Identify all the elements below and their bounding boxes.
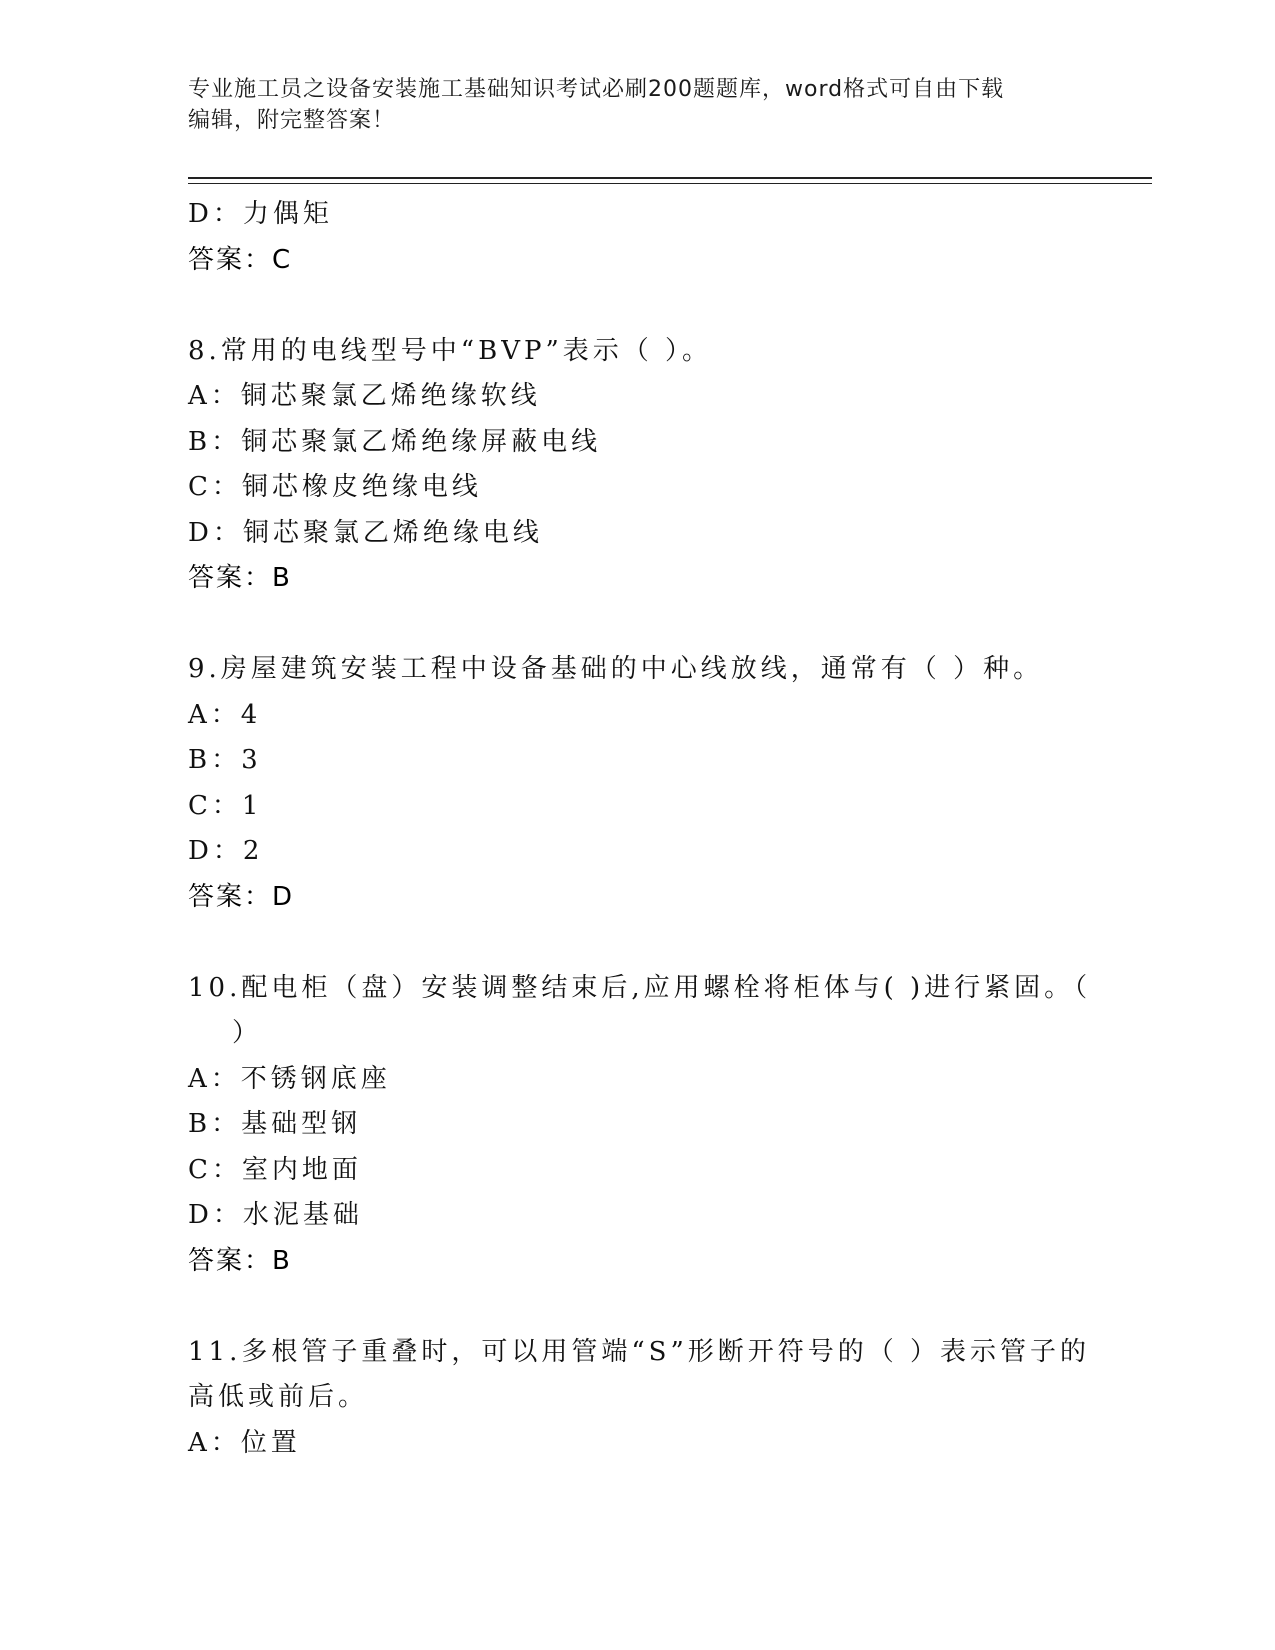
question-stem-line-1: 11.多根管子重叠时，可以用管端“S”形断开符号的（ ）表示管子的 <box>188 1336 1091 1367</box>
option-a: A：铜芯聚氯乙烯绝缘软线 <box>188 381 541 411</box>
option-c: C：铜芯橡皮绝缘电线 <box>188 472 482 502</box>
option-d: D：铜芯聚氯乙烯绝缘电线 <box>188 517 543 548</box>
spacer <box>188 602 1088 648</box>
question-stem-line-2: ） <box>232 1018 263 1048</box>
answer-label: 答案：D <box>188 881 295 912</box>
option-c: C：室内地面 <box>188 1154 362 1185</box>
answer-label: 答案：C <box>188 244 293 275</box>
question-stem: 9.房屋建筑安装工程中设备基础的中心线放线，通常有（ ）种。 <box>188 654 1044 684</box>
question-9 <box>188 647 1088 920</box>
header-divider-thick <box>188 177 1152 179</box>
question-stem-line-1: 10.配电柜（盘）安装调整结束后,应用螺栓将柜体与( )进行紧固。（ <box>188 972 1092 1003</box>
header-divider-thin <box>188 183 1152 184</box>
question-10 <box>188 966 1092 1285</box>
header-title-line-1: 专业施工员之设备安装施工基础知识考试必刷200题题库，word格式可自由下载 <box>188 77 1005 102</box>
answer-label: 答案：B <box>188 1245 292 1276</box>
question-11 <box>188 1330 1091 1467</box>
question-list <box>188 192 1092 1466</box>
option-a: A：位置 <box>188 1427 301 1458</box>
spacer <box>188 283 1088 329</box>
question-7 <box>188 192 1088 283</box>
document-header <box>188 74 1068 136</box>
option-b: B：基础型钢 <box>188 1109 362 1139</box>
option-b: B：铜芯聚氯乙烯绝缘屏蔽电线 <box>188 426 602 457</box>
option-c: C：1 <box>188 790 263 821</box>
option-b: B：3 <box>188 745 262 775</box>
spacer <box>188 920 1088 966</box>
header-title-line-2: 编辑，附完整答案！ <box>188 108 396 133</box>
option-a: A：不锈钢底座 <box>188 1063 391 1094</box>
question-8 <box>188 329 1088 602</box>
spacer <box>188 1284 1088 1330</box>
option-d: D：2 <box>188 836 264 866</box>
option-a: A：4 <box>188 699 262 730</box>
option-d: D：力偶矩 <box>188 199 333 229</box>
answer-label: 答案：B <box>188 563 292 593</box>
question-stem-line-2: 高低或前后。 <box>188 1382 369 1412</box>
question-stem: 8.常用的电线型号中“BVP”表示（ ）。 <box>188 335 713 366</box>
option-d: D：水泥基础 <box>188 1200 363 1230</box>
